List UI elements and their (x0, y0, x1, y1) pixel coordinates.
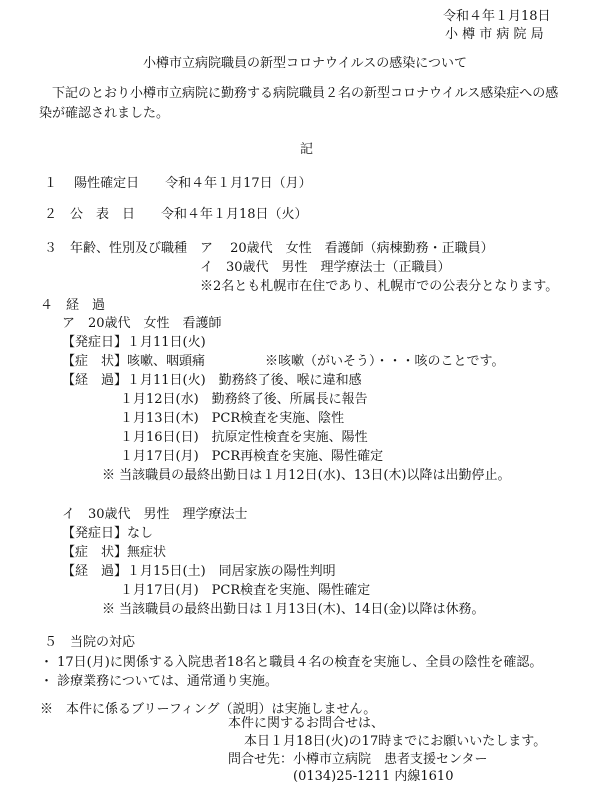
case-b-symptom: 【症 状】無症状 (62, 545, 167, 560)
contact-phone: (0134)25-1211 内線1610 (293, 769, 454, 784)
case-a-title: ア 20歳代 女性 看護師 (62, 316, 222, 331)
section-2-announcement-date: ２ 公 表 日 令和４年１月18日（火） (44, 207, 308, 222)
case-a-course-5: １月17日(月) PCR再検査を実施、陽性確定 (120, 449, 384, 464)
contact-line-2: 本日１月18日(火)の17時までにお願いいたします。 (244, 734, 547, 749)
section-3-line-2: イ 30歳代 男性 理学療法士（正職員） (200, 260, 451, 275)
case-a-course-3: １月13日(木) PCR検査を実施、陰性 (120, 411, 345, 426)
document-title: 小樽市立病院職員の新型コロナウイルスの感染について (143, 56, 467, 71)
section-5-heading: ５ 当院の対応 (44, 635, 136, 650)
contact-line-3: 問合せ先：小樽市立病院 患者支援センター (228, 752, 488, 767)
section-4-heading: ４ 経 過 (40, 298, 106, 313)
case-a-symptom: 【症 状】咳嗽、咽頭痛 (62, 354, 206, 369)
section-3-note: ※2名とも札幌市在住であり、札幌市での公表分となります。 (200, 279, 559, 294)
section-1-positive-date: １ 陽性確定日 令和４年１月17日（月） (44, 176, 312, 191)
case-b-course-1: 【経 過】１月15日(土) 同居家族の陽性判明 (62, 564, 336, 579)
case-b-onset: 【発症日】なし (62, 526, 154, 541)
case-a-note: ※ 当該職員の最終出勤日は１月12日(水)、13日(木)以降は出勤停止。 (102, 468, 511, 483)
case-a-onset: 【発症日】１月11日(火) (62, 335, 206, 350)
section-5-item-2: ・ 診療業務については、通常通り実施。 (40, 674, 278, 689)
case-a-course-4: １月16日(日) 抗原定性検査を実施、陽性 (120, 430, 368, 445)
intro-line-1: 下記のとおり小樽市立病院に勤務する病院職員２名の新型コロナウイルス感染症への感 (52, 86, 559, 101)
case-b-note: ※ 当該職員の最終出勤日は１月13日(木)、14日(金)以降は休務。 (102, 602, 485, 617)
contact-line-1: 本件に関するお問合せは、 (228, 716, 385, 731)
case-a-course-2: １月12日(水) 勤務終了後、所属長に報告 (120, 392, 368, 407)
ki-marker: 記 (300, 142, 314, 157)
intro-line-2: 染が確認されました。 (39, 106, 170, 121)
section-5-item-1: ・ 17日(月)に関係する入院患者18名と職員４名の検査を実施し、全員の陰性を確認。 (40, 655, 543, 670)
briefing-note: ※ 本件に係るブリーフィング（説明）は実施しません。 (40, 702, 377, 717)
case-b-title: イ 30歳代 男性 理学療法士 (62, 507, 248, 522)
document-date: 令和４年１月18日 (443, 9, 551, 24)
case-a-course-1: 【経 過】１月11日(火) 勤務終了後、喉に違和感 (62, 373, 362, 388)
issuing-organization: 小 樽 市 病 院 局 (445, 27, 544, 42)
case-b-course-2: １月17日(月) PCR検査を実施、陽性確定 (120, 583, 371, 598)
section-3-line-1: ３ 年齢、性別及び職種 ア 20歳代 女性 看護師（病棟勤務・正職員） (44, 241, 494, 256)
case-a-symptom-note: ※咳嗽（がいそう）・・・咳のことです。 (265, 354, 505, 369)
